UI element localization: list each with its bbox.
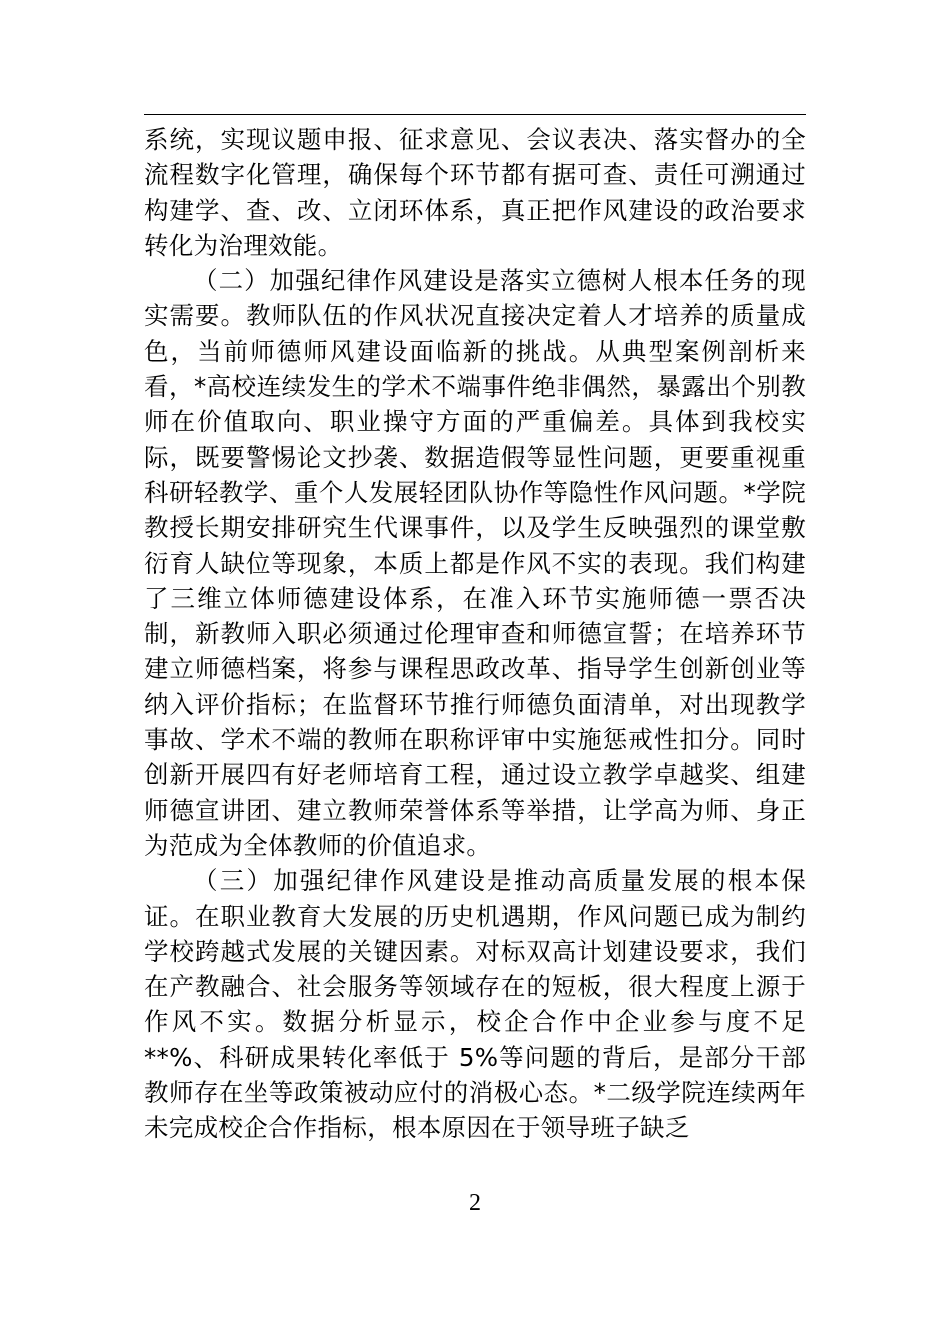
- header-rule: [144, 114, 806, 115]
- paragraph-continuation: 系统，实现议题申报、征求意见、会议表决、落实督办的全流程数字化管理，确保每个环节都有据可查、责任可溯通过构建学、查、改、立闭环体系，真正把作风建设的政治要求转化为治理效能。: [144, 125, 806, 260]
- document-body: [144, 122, 806, 1146]
- paragraph-section-3: （三）加强纪律作风建设是推动高质量发展的根本保证。在职业教育大发展的历史机遇期，作风问题已成为制约学校跨越式发展的关键因素。对标双高计划建设要求，我们在产教融合、社会服务等领域存在的短板，很大程度上源于作风不实。数据分析显示，校企合作中企业参与度不足**%、科研成果转化率低于 5%等问题的背后，是部分干部教师存在坐等政策被动应付的消极心态。*二级学院连续两年未完成校企合作指标，根本原因在于领导班子缺乏: [144, 866, 806, 1143]
- page-number: 2: [469, 1190, 481, 1216]
- paragraph-section-2: （二）加强纪律作风建设是落实立德树人根本任务的现实需要。教师队伍的作风状况直接决定着人才培养的质量成色，当前师德师风建设面临新的挑战。从典型案例剖析来看，*高校连续发生的学术不端事件绝非偶然，暴露出个别教师在价值取向、职业操守方面的严重偏差。具体到我校实际，既要警惕论文抄袭、数据造假等显性问题，更要重视重科研轻教学、重个人发展轻团队协作等隐性作风问题。*学院教授长期安排研究生代课事件，以及学生反映强烈的课堂敷衍育人缺位等现象，本质上都是作风不实的表现。我们构建了三维立体师德建设体系，在准入环节实施师德一票否决制，新教师入职必须通过伦理审查和师德宣誓；在培养环节建立师德档案，将参与课程思政改革、指导学生创新创业等纳入评价指标；在监督环节推行师德负面清单，对出现教学事故、学术不端的教师在职称评审中实施惩戒性扣分。同时创新开展四有好老师培育工程，通过设立教学卓越奖、组建师德宣讲团、建立教师荣誉体系等举措，让学高为师、身正为范成为全体教师的价值追求。: [144, 266, 806, 860]
